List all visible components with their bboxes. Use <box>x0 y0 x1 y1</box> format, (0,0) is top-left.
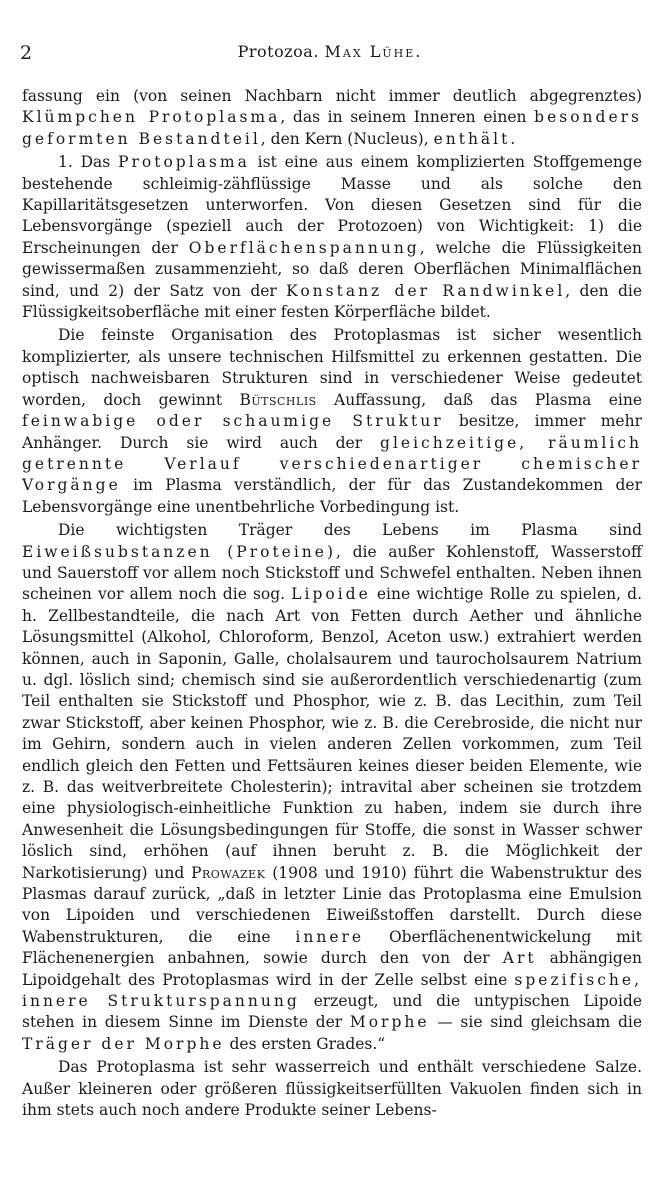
text-run: , die außer Kohlenstoff, Wasserstoff und Sauerstoff vor allem noch Stickstoff und Schwefel enthalten. Neben ihnen scheinen vor allem noch die sog. <box>22 542 642 604</box>
text-run: (1908 und 1910) führt die Wabenstruktur des Plasmas darauf zurück, „daß in letzter Linie das Protoplasma eine Emulsion von Lipoiden und verschiedenen Eiweißstoffen darstellt. Durch diese Wabenstrukturen, die eine <box>22 863 643 946</box>
author-name: Bütschlis <box>239 390 317 409</box>
paragraph <box>22 520 642 1055</box>
spaced-emphasis: Träger der Morphe <box>22 1034 225 1053</box>
running-head-author: Max Lühe. <box>324 42 423 61</box>
text-run: , welche die Flüssigkeiten gewissermaßen zusammenzieht, so daß deren Oberflächen Minimalflächen sind, und 2) der Satz von der <box>22 238 642 300</box>
spaced-emphasis: Klümpchen Protoplasma <box>22 108 281 127</box>
text-run: Die feinste Organisation des Protoplasmas ist sicher wesentlich komplizierter, als unsere technischen Hilfsmittel zu erkennen gestatten. Die optisch nachweisbaren Strukturen sind in verschiedener Weise gedeutet worden, doch gewinnt <box>22 326 642 409</box>
text-run: Das Protoplasma ist sehr wasserreich und enthält verschiedene Salze. Außer kleineren oder größeren flüssigkeitserfüllten Vakuolen finden sich in ihm stets auch noch andere Produkte seiner Lebens- <box>22 1058 642 1120</box>
spaced-emphasis: enthält <box>433 129 511 148</box>
text-run: , den Kern (Nucleus), <box>260 129 434 148</box>
paragraph <box>22 152 642 323</box>
text-run: ist eine aus einem komplizierten Stoffgemenge bestehende schleimig-zähflüssige Masse und als solche den Kapillaritätsgesetzen unterworfen. Von diesen Gesetzen sind für die Lebensvorgänge (speziell auch der Protozoen) von Wichtigkeit: 1) die Erscheinungen der <box>22 153 642 257</box>
spaced-emphasis: Lipoide <box>291 585 371 604</box>
spaced-emphasis: feinwabige oder schaumige Struktur <box>22 412 444 431</box>
spaced-emphasis: spezifische, innere Strukturspannung <box>22 970 642 1011</box>
text-run: fassung ein (von seinen Nachbarn nicht immer deutlich abgegrenztes) <box>22 87 642 105</box>
text-run: , das in seinem Inneren einen <box>280 108 535 127</box>
author-name: Prowazek <box>191 863 266 882</box>
text-run: im Plasma verständlich, der für das Zustandekommen der Lebensvorgänge eine unentbehrliche Vorbedingung ist. <box>22 476 642 516</box>
text-run: Oberflächenentwickelung mit Flächenenergien anbahnen, sowie durch den von der <box>22 927 642 968</box>
text-run: Auffassung, daß das Plasma eine <box>316 390 642 409</box>
text-run: , den die Flüssigkeitsoberfläche mit einer festen Körperfläche bildet. <box>22 281 642 322</box>
text-run: Die wichtigsten Träger des Lebens im Plasma sind <box>58 521 642 540</box>
spaced-emphasis: innere <box>295 927 365 946</box>
spaced-emphasis: gleichzeitige, räumlich getrennte Verlauf verschiedenartiger chemischer Vorgänge <box>22 433 642 495</box>
spaced-emphasis: Konstanz der Randwinkel <box>286 281 566 300</box>
text-run: abhängigen Lipoidgehalt des Protoplasmas wird in der Zelle selbst eine <box>22 949 642 989</box>
paragraph <box>22 86 642 150</box>
spaced-emphasis: Art <box>502 949 537 968</box>
spaced-emphasis: Morphe <box>349 1013 430 1032</box>
spaced-emphasis: Oberflächenspannung <box>188 238 420 257</box>
paragraph <box>22 1057 642 1121</box>
text-run: eine wichtige Rolle zu spielen, d. h. Zellbestandteile, die nach Art von Fetten durch Aether und ähnliche Lösungsmittel (Alkohol, Chloroform, Benzol, Aceton usw.) extrahiert werden können, auch in Saponin, Galle, cholalsaurem und taurocholsaurem Natrium u. dgl. löslich sind; chemisch sind sie außerordentlich verschiedenartig (zum Teil enthalten sie Stickstoff und Phosphor, wie z. B. das Lecithin, zum Teil zwar Stickstoff, aber keinen Phosphor, wie z. B. die Cerebroside, die nicht nur im Gehirn, sondern auch in vielen anderen Zellen vorkommen, zum Teil endlich gleich den Fetten und Fettsäuren keines dieser beiden Elemente, wie z. B. das weitverbreitete Cholesterin); intravital aber scheinen sie trotzdem eine physiologisch-einheitliche Funktion zu haben, indem sie durch ihre Anwesenheit die Lösungsbedingungen für Stoffe, die sonst in Wasser schwer löslich sind, erhöhen (auf ihnen beruht z. B. die Möglichkeit der Narkotisierung) und <box>22 585 643 882</box>
body-text <box>22 86 642 1124</box>
running-head <box>20 42 640 61</box>
text-run: — sie sind gleichsam die <box>429 1013 642 1032</box>
spaced-emphasis: besonders geformten Bestandteil <box>22 108 642 148</box>
running-head-title: Protozoa. <box>237 42 319 61</box>
text-run: . <box>510 129 516 148</box>
page-number: 2 <box>20 42 33 64</box>
text-run: des ersten Grades.“ <box>224 1034 386 1053</box>
text-run: 1. Das <box>58 153 119 172</box>
paragraph <box>22 325 642 518</box>
page-header <box>20 42 640 66</box>
text-run: erzeugt, und die untypischen Lipoide stehen in diesem Sinne im Dienste der <box>22 992 643 1032</box>
spaced-emphasis: Protoplasma <box>118 153 250 172</box>
text-run: besitze, immer mehr Anhänger. Durch sie wird auch der <box>22 412 642 452</box>
spaced-emphasis: Eiweißsubstanzen (Proteine) <box>22 542 337 561</box>
